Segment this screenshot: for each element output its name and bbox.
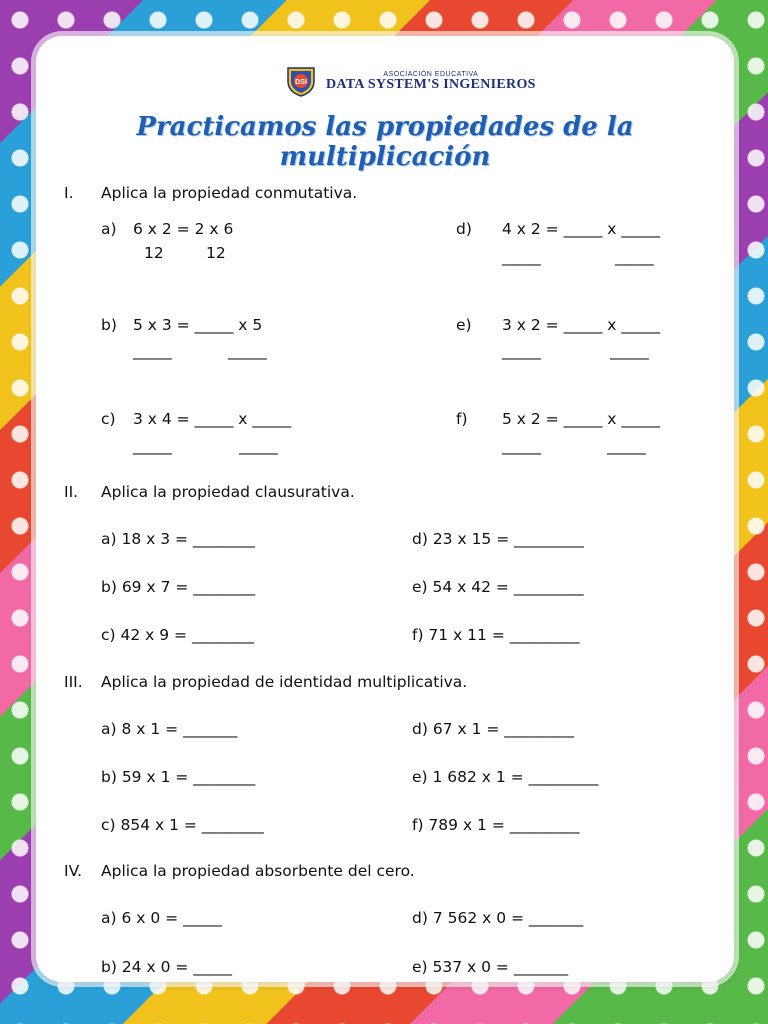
section-3-heading: Aplica la propiedad de identidad multiplicativa. bbox=[101, 673, 468, 691]
item-1e-expr: 3 x 2 = _____ x _____ bbox=[502, 316, 661, 334]
item-4a: a) 6 x 0 = _____ bbox=[101, 909, 222, 927]
item-1b-blank-2: _____ bbox=[228, 342, 267, 360]
item-3b: b) 59 x 1 = ________ bbox=[101, 768, 256, 786]
shield-icon bbox=[286, 65, 316, 97]
section-2-number: II. bbox=[64, 483, 79, 501]
item-4e: e) 537 x 0 = _______ bbox=[412, 958, 569, 976]
logo-subtitle: ASOCIACIÓN EDUCATIVA bbox=[383, 70, 479, 78]
item-3c: c) 854 x 1 = ________ bbox=[101, 816, 264, 834]
page-title: Practicamos las propiedades de la multiplicación bbox=[136, 112, 634, 172]
item-1b-label: b) bbox=[101, 316, 117, 334]
item-1f-expr: 5 x 2 = _____ x _____ bbox=[502, 410, 661, 428]
item-3d: d) 67 x 1 = _________ bbox=[412, 720, 575, 738]
item-1f-blank-2: _____ bbox=[607, 437, 646, 455]
shield-text: DSI bbox=[295, 79, 307, 86]
worksheet-sheet bbox=[36, 36, 734, 982]
item-1a-result-1: 12 bbox=[144, 244, 164, 262]
item-1c-blank-1: _____ bbox=[133, 437, 172, 455]
item-1d-blank-2: _____ bbox=[615, 248, 654, 266]
item-1d-expr: 4 x 2 = _____ x _____ bbox=[502, 220, 661, 238]
item-4d: d) 7 562 x 0 = _______ bbox=[412, 909, 584, 927]
logo-name: DATA SYSTEM'S INGENIEROS bbox=[326, 76, 536, 92]
item-3e: e) 1 682 x 1 = _________ bbox=[412, 768, 599, 786]
item-1e-label: e) bbox=[456, 316, 472, 334]
item-2d: d) 23 x 15 = _________ bbox=[412, 530, 584, 548]
item-1a-label: a) bbox=[101, 220, 117, 238]
item-1f-blank-1: _____ bbox=[502, 437, 541, 455]
section-2-heading: Aplica la propiedad clausurativa. bbox=[101, 483, 355, 501]
item-1c-label: c) bbox=[101, 410, 116, 428]
item-3a: a) 8 x 1 = _______ bbox=[101, 720, 238, 738]
item-2e: e) 54 x 42 = _________ bbox=[412, 578, 584, 596]
section-4-number: IV. bbox=[64, 862, 83, 880]
item-1a-result-2: 12 bbox=[206, 244, 226, 262]
section-3-number: III. bbox=[64, 673, 83, 691]
item-1f-label: f) bbox=[456, 410, 468, 428]
item-1e-blank-2: _____ bbox=[610, 342, 649, 360]
item-3f: f) 789 x 1 = _________ bbox=[412, 816, 580, 834]
section-1-heading: Aplica la propiedad conmutativa. bbox=[101, 184, 358, 202]
item-1b-blank-1: _____ bbox=[133, 342, 172, 360]
item-1b-expr: 5 x 3 = _____ x 5 bbox=[133, 316, 263, 334]
item-2c: c) 42 x 9 = ________ bbox=[101, 626, 254, 644]
logo bbox=[286, 64, 536, 98]
item-1a-expr: 6 x 2 = 2 x 6 bbox=[133, 220, 234, 238]
item-1c-blank-2: _____ bbox=[239, 437, 278, 455]
item-2b: b) 69 x 7 = ________ bbox=[101, 578, 256, 596]
item-2f: f) 71 x 11 = _________ bbox=[412, 626, 580, 644]
section-1-number: I. bbox=[64, 184, 74, 202]
item-4b: b) 24 x 0 = _____ bbox=[101, 958, 233, 976]
section-4-heading: Aplica la propiedad absorbente del cero. bbox=[101, 862, 415, 880]
item-1d-label: d) bbox=[456, 220, 472, 238]
item-1d-blank-1: _____ bbox=[502, 248, 541, 266]
item-1e-blank-1: _____ bbox=[502, 342, 541, 360]
item-1c-expr: 3 x 4 = _____ x _____ bbox=[133, 410, 292, 428]
item-2a: a) 18 x 3 = ________ bbox=[101, 530, 255, 548]
